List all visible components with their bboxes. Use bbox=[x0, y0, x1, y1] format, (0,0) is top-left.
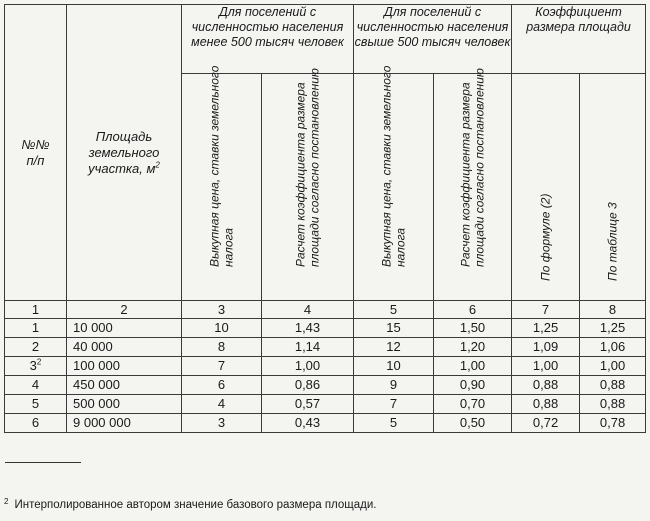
column-number: 7 bbox=[512, 301, 580, 319]
row-price-small: 3 bbox=[182, 414, 262, 433]
footnote-separator bbox=[5, 462, 81, 463]
table-row bbox=[5, 319, 646, 338]
row-coef-small: 1,14 bbox=[262, 338, 354, 357]
sub-price-large bbox=[354, 65, 434, 301]
row-price-large: 5 bbox=[354, 414, 434, 433]
row-coef-large: 1,20 bbox=[434, 338, 512, 357]
column-numbers-row bbox=[5, 301, 646, 319]
row-index-value: 6 bbox=[31, 415, 40, 430]
row-price-large: 7 bbox=[354, 395, 434, 414]
footnote-text: Интерполированное автором значение базового размера площади. bbox=[14, 499, 377, 511]
row-price-large: 15 bbox=[354, 319, 434, 338]
row-formula: 0,88 bbox=[512, 376, 580, 395]
header-num-label: №№ п/п bbox=[21, 136, 50, 168]
row-formula: 1,00 bbox=[512, 357, 580, 376]
coefficient-table bbox=[4, 4, 646, 433]
table-row bbox=[5, 376, 646, 395]
header-group-large bbox=[354, 5, 512, 74]
header-group-coef bbox=[512, 5, 646, 74]
table-row bbox=[5, 357, 646, 376]
row-coef-large: 0,70 bbox=[434, 395, 512, 414]
header-num bbox=[5, 5, 67, 301]
sub-price-small-label: Выкупная цена, ставки земельного налога bbox=[207, 65, 235, 267]
row-index bbox=[5, 319, 67, 338]
row-price-small: 6 bbox=[182, 376, 262, 395]
row-formula: 0,88 bbox=[512, 395, 580, 414]
table-row bbox=[5, 414, 646, 433]
row-price-small: 8 bbox=[182, 338, 262, 357]
header-area-label: Площадь земельного участка, м bbox=[88, 128, 160, 176]
row-index bbox=[5, 395, 67, 414]
row-coef-large: 1,50 bbox=[434, 319, 512, 338]
sub-table-label: По таблице 3 bbox=[604, 201, 619, 281]
row-area: 40 000 bbox=[67, 338, 182, 357]
footnote-mark: 2 bbox=[4, 497, 9, 506]
row-table3: 1,00 bbox=[580, 357, 646, 376]
row-price-large: 9 bbox=[354, 376, 434, 395]
row-index bbox=[5, 357, 67, 376]
sub-price-small bbox=[182, 65, 262, 301]
row-formula: 1,25 bbox=[512, 319, 580, 338]
row-table3: 0,88 bbox=[580, 395, 646, 414]
table-row bbox=[5, 338, 646, 357]
row-coef-small: 0,57 bbox=[262, 395, 354, 414]
row-coef-large: 1,00 bbox=[434, 357, 512, 376]
row-index-value: 3 bbox=[29, 358, 37, 373]
row-price-large: 10 bbox=[354, 357, 434, 376]
row-formula: 0,72 bbox=[512, 414, 580, 433]
row-index-value: 2 bbox=[31, 339, 40, 354]
row-coef-small: 0,86 bbox=[262, 376, 354, 395]
row-coef-small: 1,43 bbox=[262, 319, 354, 338]
table-row bbox=[5, 395, 646, 414]
column-number: 5 bbox=[354, 301, 434, 319]
column-number: 8 bbox=[580, 301, 646, 319]
column-number: 1 bbox=[5, 301, 67, 319]
column-number: 2 bbox=[67, 301, 182, 319]
row-area: 10 000 bbox=[67, 319, 182, 338]
row-index-value: 5 bbox=[31, 396, 40, 411]
row-area: 9 000 000 bbox=[67, 414, 182, 433]
row-area: 450 000 bbox=[67, 376, 182, 395]
row-coef-small: 1,00 bbox=[262, 357, 354, 376]
header-group-small bbox=[182, 5, 354, 74]
row-price-small: 10 bbox=[182, 319, 262, 338]
sub-calc-large bbox=[434, 68, 512, 301]
header-group-large-label: Для поселений с численностью населения свыше 500 тысяч человек bbox=[354, 5, 511, 49]
column-number: 6 bbox=[434, 301, 512, 319]
row-table3: 1,25 bbox=[580, 319, 646, 338]
sub-formula bbox=[512, 74, 580, 301]
column-number: 4 bbox=[262, 301, 354, 319]
header-row-groups bbox=[5, 5, 646, 74]
row-price-small: 7 bbox=[182, 357, 262, 376]
sub-calc-large-label: Расчет коэффициента размера площади согласно постановлению bbox=[458, 68, 486, 267]
row-index bbox=[5, 376, 67, 395]
row-price-small: 4 bbox=[182, 395, 262, 414]
row-area: 100 000 bbox=[67, 357, 182, 376]
row-price-large: 12 bbox=[354, 338, 434, 357]
column-number: 3 bbox=[182, 301, 262, 319]
sub-price-large-label: Выкупная цена, ставки земельного налога bbox=[379, 65, 407, 267]
header-area bbox=[67, 5, 182, 301]
row-formula: 1,09 bbox=[512, 338, 580, 357]
row-area: 500 000 bbox=[67, 395, 182, 414]
row-coef-large: 0,50 bbox=[434, 414, 512, 433]
row-table3: 0,88 bbox=[580, 376, 646, 395]
header-group-small-label: Для поселений с численностью населения менее 500 тысяч человек bbox=[191, 5, 344, 49]
sub-calc-small-label: Расчет коэффициента размера площади согласно постановлению bbox=[293, 68, 321, 267]
row-index-value: 1 bbox=[31, 320, 40, 335]
row-index bbox=[5, 338, 67, 357]
header-group-coef-label: Коэффициент размера площади bbox=[526, 5, 631, 34]
row-table3: 0,78 bbox=[580, 414, 646, 433]
row-table3: 1,06 bbox=[580, 338, 646, 357]
row-coef-large: 0,90 bbox=[434, 376, 512, 395]
row-coef-small: 0,43 bbox=[262, 414, 354, 433]
sub-table bbox=[580, 74, 646, 301]
sub-formula-label: По формуле (2) bbox=[537, 193, 552, 281]
header-area-sup: 2 bbox=[155, 160, 160, 170]
footnote bbox=[4, 497, 376, 511]
row-index bbox=[5, 414, 67, 433]
row-index-value: 4 bbox=[31, 377, 40, 392]
row-index-sup: 2 bbox=[36, 357, 42, 367]
sub-calc-small bbox=[262, 68, 354, 301]
